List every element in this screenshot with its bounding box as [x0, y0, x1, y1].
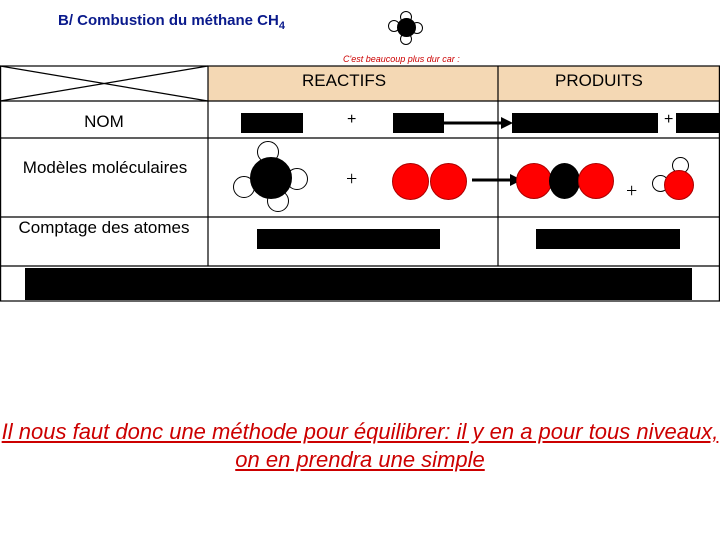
- oxygen-atom-icon: [578, 163, 614, 199]
- conclusion-text: Il nous faut donc une méthode pour équilibrer: il y en a pour tous niveaux, on en prendra une simple: [1, 419, 719, 472]
- oxygen-atom-icon: [516, 163, 552, 199]
- header-reactifs: REACTIFS: [302, 71, 387, 90]
- plus-sign: +: [626, 180, 638, 202]
- hidden-product-name-1: [512, 113, 658, 133]
- oxygen-atom-icon: [430, 163, 467, 200]
- hidden-product-count: [536, 229, 680, 249]
- plus-sign: +: [346, 168, 358, 190]
- note-text: C'est beaucoup plus dur car :: [343, 54, 460, 64]
- row-label-comptage: Comptage des atomes: [18, 218, 190, 237]
- header-produits: PRODUITS: [555, 71, 643, 90]
- plus-sign: +: [664, 111, 674, 128]
- oxygen-atom-icon: [392, 163, 429, 200]
- carbon-atom-icon: [250, 157, 292, 199]
- hidden-conclusion-row: [25, 268, 692, 300]
- plus-sign: +: [347, 111, 357, 128]
- slide-title-subscript: 4: [278, 20, 285, 32]
- carbon-atom-icon: [397, 18, 416, 37]
- slide-title: [58, 12, 285, 32]
- reaction-arrow-icon: [443, 115, 515, 131]
- slide-title-text: B/ Combustion du méthane CH: [58, 12, 279, 29]
- row-label-modeles: Modèles moléculaires: [22, 158, 188, 177]
- hidden-reactant-count: [257, 229, 440, 249]
- hidden-product-name-2: [676, 113, 720, 133]
- oxygen-atom-icon: [664, 170, 694, 200]
- hidden-reactant-name-1: [241, 113, 303, 133]
- hidden-reactant-name-2: [393, 113, 444, 133]
- row-label-nom: NOM: [84, 112, 124, 131]
- carbon-atom-icon: [549, 163, 580, 199]
